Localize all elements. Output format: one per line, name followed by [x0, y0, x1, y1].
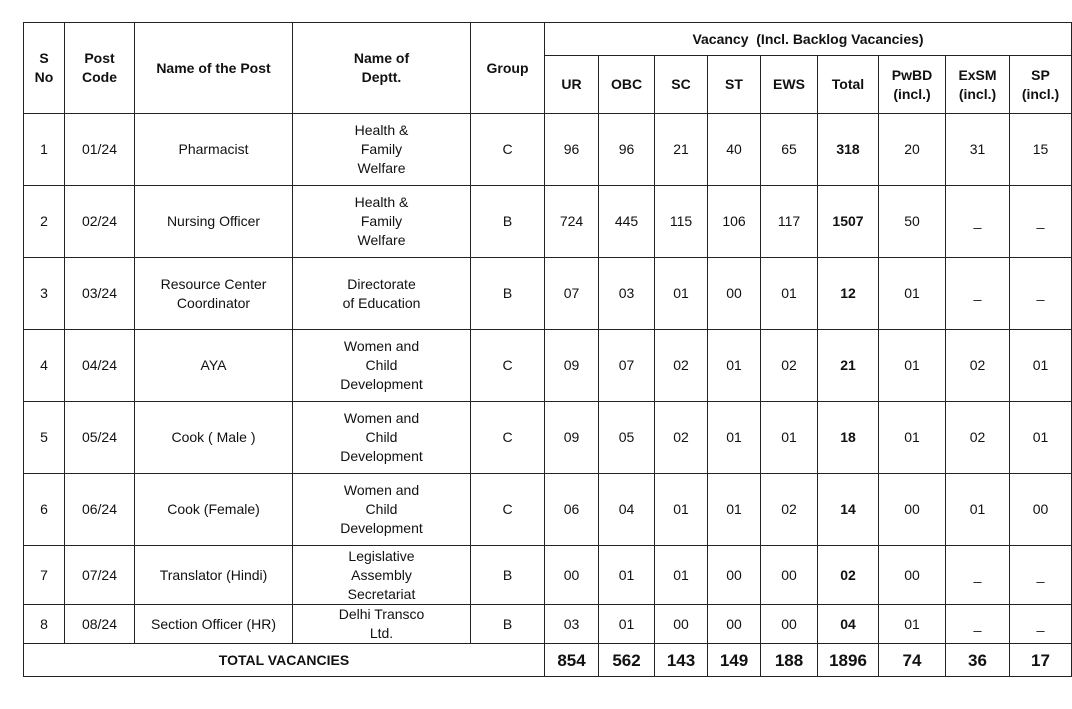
cell-pwbd: 01 [879, 605, 946, 644]
totals-label: TOTAL VACANCIES [24, 644, 545, 677]
cell-ews: 117 [761, 186, 818, 258]
cell-group: B [471, 258, 545, 330]
total-st: 149 [708, 644, 761, 677]
cell-total: 14 [818, 474, 879, 546]
cell-code: 05/24 [65, 402, 135, 474]
table-row [24, 186, 1072, 258]
cell-ews: 02 [761, 474, 818, 546]
cell-group: C [471, 330, 545, 402]
cell-code: 06/24 [65, 474, 135, 546]
cell-obc: 03 [599, 258, 655, 330]
cell-sno: 4 [24, 330, 65, 402]
cell-ur: 03 [545, 605, 599, 644]
totals-row [24, 644, 1072, 677]
col-header-sc: SC [655, 56, 708, 114]
cell-pwbd: 50 [879, 186, 946, 258]
cell-code: 07/24 [65, 546, 135, 605]
cell-code: 04/24 [65, 330, 135, 402]
cell-code: 03/24 [65, 258, 135, 330]
cell-post: AYA [135, 330, 293, 402]
cell-total: 1507 [818, 186, 879, 258]
cell-ur: 09 [545, 330, 599, 402]
col-header-st: ST [708, 56, 761, 114]
cell-pwbd: 01 [879, 330, 946, 402]
cell-ur: 09 [545, 402, 599, 474]
col-header-ur: UR [545, 56, 599, 114]
col-header-exsm: ExSM (incl.) [946, 56, 1010, 114]
cell-sp: _ [1010, 546, 1072, 605]
cell-sno: 7 [24, 546, 65, 605]
col-header-post-code: Post Code [65, 23, 135, 114]
cell-obc: 07 [599, 330, 655, 402]
col-header-group: Group [471, 23, 545, 114]
cell-sno: 1 [24, 114, 65, 186]
cell-sc: 115 [655, 186, 708, 258]
cell-exsm: _ [946, 258, 1010, 330]
cell-dept: Women and Child Development [293, 474, 471, 546]
cell-sc: 02 [655, 402, 708, 474]
cell-dept: Women and Child Development [293, 402, 471, 474]
cell-exsm: _ [946, 186, 1010, 258]
cell-sp: 01 [1010, 402, 1072, 474]
total-total: 1896 [818, 644, 879, 677]
cell-total: 318 [818, 114, 879, 186]
cell-sp: _ [1010, 605, 1072, 644]
cell-code: 08/24 [65, 605, 135, 644]
cell-st: 00 [708, 546, 761, 605]
cell-total: 04 [818, 605, 879, 644]
cell-st: 01 [708, 330, 761, 402]
cell-group: C [471, 114, 545, 186]
cell-ews: 01 [761, 402, 818, 474]
col-header-total: Total [818, 56, 879, 114]
cell-sc: 00 [655, 605, 708, 644]
cell-obc: 04 [599, 474, 655, 546]
cell-post: Resource Center Coordinator [135, 258, 293, 330]
total-sp: 17 [1010, 644, 1072, 677]
cell-ews: 65 [761, 114, 818, 186]
cell-total: 02 [818, 546, 879, 605]
cell-ews: 02 [761, 330, 818, 402]
col-header-sno: S No [24, 23, 65, 114]
cell-group: B [471, 186, 545, 258]
col-header-pwbd: PwBD (incl.) [879, 56, 946, 114]
table-row [24, 605, 1072, 644]
cell-ur: 724 [545, 186, 599, 258]
col-header-dept: Name of Deptt. [293, 23, 471, 114]
total-ur: 854 [545, 644, 599, 677]
table-row [24, 402, 1072, 474]
cell-group: B [471, 605, 545, 644]
cell-group: C [471, 474, 545, 546]
vacancy-table [23, 22, 1072, 677]
cell-post: Translator (Hindi) [135, 546, 293, 605]
cell-pwbd: 20 [879, 114, 946, 186]
cell-code: 02/24 [65, 186, 135, 258]
cell-ews: 00 [761, 546, 818, 605]
cell-post: Cook (Female) [135, 474, 293, 546]
cell-group: B [471, 546, 545, 605]
cell-sp: 00 [1010, 474, 1072, 546]
cell-pwbd: 01 [879, 402, 946, 474]
total-obc: 562 [599, 644, 655, 677]
cell-dept: Delhi Transco Ltd. [293, 605, 471, 644]
cell-post: Section Officer (HR) [135, 605, 293, 644]
cell-dept: Legislative Assembly Secretariat [293, 546, 471, 605]
total-ews: 188 [761, 644, 818, 677]
cell-ews: 00 [761, 605, 818, 644]
cell-sno: 8 [24, 605, 65, 644]
cell-post: Cook ( Male ) [135, 402, 293, 474]
cell-ur: 07 [545, 258, 599, 330]
cell-group: C [471, 402, 545, 474]
cell-dept: Health & Family Welfare [293, 114, 471, 186]
cell-sp: 15 [1010, 114, 1072, 186]
cell-obc: 01 [599, 546, 655, 605]
cell-sc: 01 [655, 474, 708, 546]
cell-sc: 21 [655, 114, 708, 186]
cell-obc: 01 [599, 605, 655, 644]
cell-exsm: 02 [946, 330, 1010, 402]
cell-post: Pharmacist [135, 114, 293, 186]
cell-sp: _ [1010, 258, 1072, 330]
table-row [24, 546, 1072, 605]
table-row [24, 330, 1072, 402]
cell-sno: 2 [24, 186, 65, 258]
col-header-ews: EWS [761, 56, 818, 114]
cell-exsm: 01 [946, 474, 1010, 546]
col-header-vacancy: Vacancy (Incl. Backlog Vacancies) [545, 23, 1072, 56]
col-header-post-name: Name of the Post [135, 23, 293, 114]
col-header-obc: OBC [599, 56, 655, 114]
cell-pwbd: 01 [879, 258, 946, 330]
cell-pwbd: 00 [879, 546, 946, 605]
cell-sno: 5 [24, 402, 65, 474]
cell-st: 00 [708, 258, 761, 330]
cell-dept: Directorate of Education [293, 258, 471, 330]
cell-sc: 02 [655, 330, 708, 402]
header-row-1 [24, 23, 1072, 56]
cell-ur: 96 [545, 114, 599, 186]
table-row [24, 258, 1072, 330]
table-row [24, 474, 1072, 546]
cell-total: 21 [818, 330, 879, 402]
cell-dept: Health & Family Welfare [293, 186, 471, 258]
cell-exsm: _ [946, 605, 1010, 644]
cell-total: 18 [818, 402, 879, 474]
cell-obc: 05 [599, 402, 655, 474]
total-pwbd: 74 [879, 644, 946, 677]
cell-sno: 3 [24, 258, 65, 330]
cell-total: 12 [818, 258, 879, 330]
cell-sp: 01 [1010, 330, 1072, 402]
cell-st: 106 [708, 186, 761, 258]
cell-st: 01 [708, 474, 761, 546]
cell-exsm: 31 [946, 114, 1010, 186]
cell-ews: 01 [761, 258, 818, 330]
cell-sno: 6 [24, 474, 65, 546]
cell-sp: _ [1010, 186, 1072, 258]
col-header-sp: SP (incl.) [1010, 56, 1072, 114]
cell-dept: Women and Child Development [293, 330, 471, 402]
cell-sc: 01 [655, 546, 708, 605]
cell-st: 01 [708, 402, 761, 474]
cell-st: 40 [708, 114, 761, 186]
cell-post: Nursing Officer [135, 186, 293, 258]
cell-st: 00 [708, 605, 761, 644]
cell-pwbd: 00 [879, 474, 946, 546]
total-exsm: 36 [946, 644, 1010, 677]
cell-obc: 445 [599, 186, 655, 258]
cell-code: 01/24 [65, 114, 135, 186]
total-sc: 143 [655, 644, 708, 677]
cell-ur: 06 [545, 474, 599, 546]
cell-sc: 01 [655, 258, 708, 330]
cell-exsm: 02 [946, 402, 1010, 474]
cell-ur: 00 [545, 546, 599, 605]
table-row [24, 114, 1072, 186]
cell-exsm: _ [946, 546, 1010, 605]
cell-obc: 96 [599, 114, 655, 186]
